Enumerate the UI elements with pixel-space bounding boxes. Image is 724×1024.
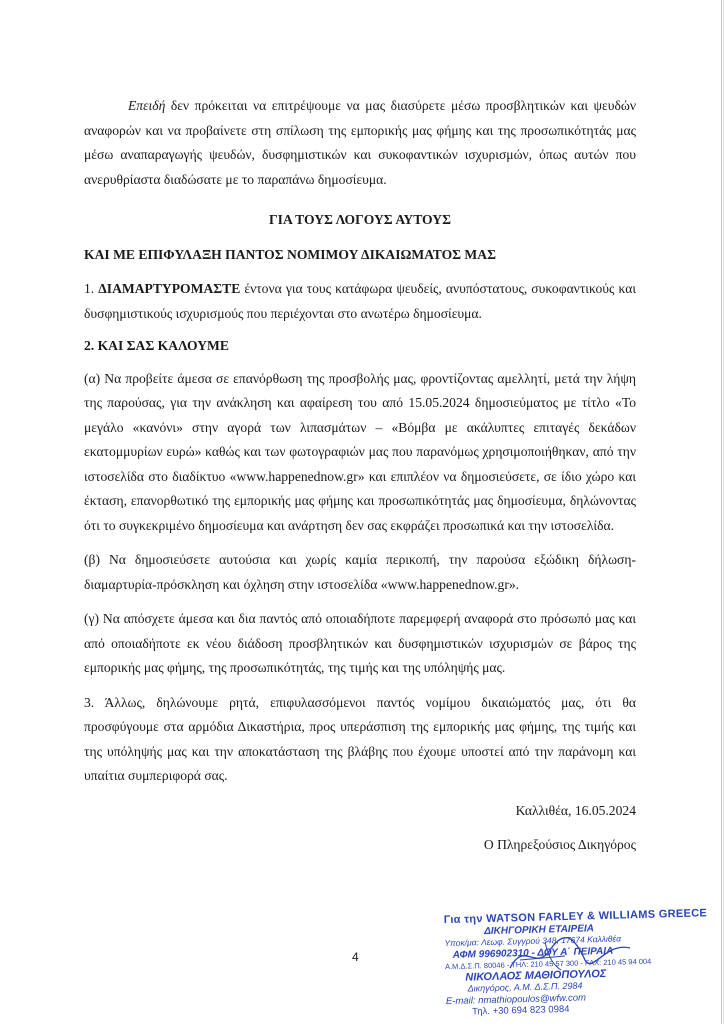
stamp-line-type: ΔΙΚΗΓΟΡΙΚΗ ΕΤΑΙΡΕΙΑ: [483, 922, 595, 937]
stamp-line-registration: Δικηγόρος, Α.Μ. Δ.Σ.Π. 2984: [467, 980, 583, 994]
stamp-line-lawyer: ΝΙΚΟΛΑΟΣ ΜΑΘΙΟΠΟΥΛΟΣ: [465, 967, 607, 984]
stamp-line-email: E-mail: nmathiopoulos@wfw.com: [445, 991, 587, 1007]
item-2b: (β) Να δημοσιεύσετε αυτούσια και χωρίς καμία περικοπή, την παρούσα εξώδικη δήλωση-διαμαρτυρία-πρόσκληση και όχληση στην ιστοσελίδα «www.happenednow.gr».: [84, 552, 636, 592]
signatory-title: Ο Πληρεξούσιος Δικηγόρος: [483, 837, 636, 852]
item-1-text: έντονα για τους κατάφωρα ψευδείς, ανυπόστατους, συκοφαντικούς και δυσφημιστικούς ισχυρισμούς που περιέχονται στο ανωτέρω δημοσίευμα.: [84, 281, 636, 321]
stamp-line-firm: Για την WATSON FARLEY & WILLIAMS GREECE: [443, 907, 708, 927]
heading-reasons: ΓΙΑ ΤΟΥΣ ΛΟΓΟΥΣ ΑΥΤΟΥΣ: [269, 212, 451, 227]
stamp-line-address: Υποκ/μα: Λεωφ. Συγγρού 348, 17674 Καλλιθέα: [444, 933, 622, 949]
paragraph-intro-lead: Επειδή: [128, 98, 166, 113]
item-3: 3. Άλλως, δηλώνουμε ρητά, επιφυλασσόμενοι παντός νομίμου δικαιώματός μας, ότι θα προσφύγουμε στα αρμόδια Δικαστήρια, προς υπεράσπιση της εμπορικής μας φήμης, της τιμής και της υπόληψής μας και την αποκατάσταση της βλάβης που έχουμε υποστεί από την παράνομη και υπαίτια συμπεριφορά σας.: [84, 694, 636, 783]
heading-reservation: ΚΑΙ ΜΕ ΕΠΙΦΥΛΑΞΗ ΠΑΝΤΟΣ ΝΟΜΙΜΟΥ ΔΙΚΑΙΩΜΑΤΟΣ ΜΑΣ: [84, 246, 496, 262]
item-2a: (α) Να προβείτε άμεσα σε επανόρθωση της προσβολής μας, φροντίζοντας αμελλητί, μετά την λήψη της παρούσας, για την ανάκληση και αφαίρεση του από 15.05.2024 δημοσιεύματος με τίτλο «Το μεγάλο «κανόνι» στην αγορά των λιπασμάτων – «Βόμβα με ακάλυπτες επιταγές δεκάδων εκατομμυρίων ευρώ» καθώς και των φωτογραφιών μας που παρανόμως χρησιμοποιήθηκαν, από την ιστοσελίδα στο διαδίκτυο «www.happenednow.gr» και επιπλέον να δημοσιεύσετε, σε ίδιο χώρο και έκταση, επανορθωτικό της εμπορικής μας φήμης και προσωπικότητάς μας δημοσίευμα, δηλώνοντας ότι το συγκεκριμένο δημοσίευμα και ανάρτηση δεν σας εκφράζει προσωπικά και την ιστοσελίδα.: [84, 370, 636, 533]
item-1-number: 1.: [84, 281, 95, 296]
stamp-line-phone: Α.Μ.Δ.Σ.Π. 80046 - ΤΗΛ: 210 45 57 300 - FAX: 210 45 94 004: [444, 956, 652, 972]
item-1: [84, 277, 636, 326]
paragraph-intro-text: δεν πρόκειται να επιτρέψουμε να μας διασύρετε μέσω προσβλητικών και ψευδών αναφορών και να προβαίνετε στη σπίλωση της εμπορικής μας φήμης και της προσωπικότητάς μας μέσω αναπαραγωγής ψευδών, δυσφημιστικών και συκοφαντικών ισχυρισμών, όπως αυτών που ανερυθρίαστα διαδώσατε με το παραπάνω δημοσίευμα.: [84, 98, 636, 187]
page-number: 4: [352, 950, 359, 964]
paragraph-intro: [84, 94, 636, 192]
page-edge: [721, 0, 722, 1024]
item-2-heading: 2. ΚΑΙ ΣΑΣ ΚΑΛΟΥΜΕ: [84, 338, 229, 353]
stamp-line-mobile: Τηλ. +30 694 823 0984: [472, 1003, 570, 1018]
lawfirm-stamp: [443, 907, 708, 1019]
document-body: [84, 94, 636, 858]
stamp-line-tax: ΑΦΜ 996902310 - ΔΟΥ Α΄ ΠΕΙΡΑΙΑ: [452, 945, 614, 961]
item-1-bold: ΔΙΑΜΑΡΤΥΡΟΜΑΣΤΕ: [98, 281, 241, 296]
item-2c: (γ) Να απόσχετε άμεσα και δια παντός από οποιαδήποτε παρεμφερή αναφορά στο πρόσωπό μας και από οποιαδήποτε εκ νέου διάδοση προσβλητικών και δυσφημιστικών ισχυρισμών σε βάρος της εμπορικής μας φήμης, της προσωπικότητάς, της τιμής και της υπόληψής μας.: [84, 611, 636, 675]
place-date: Καλλιθέα, 16.05.2024: [515, 802, 636, 818]
